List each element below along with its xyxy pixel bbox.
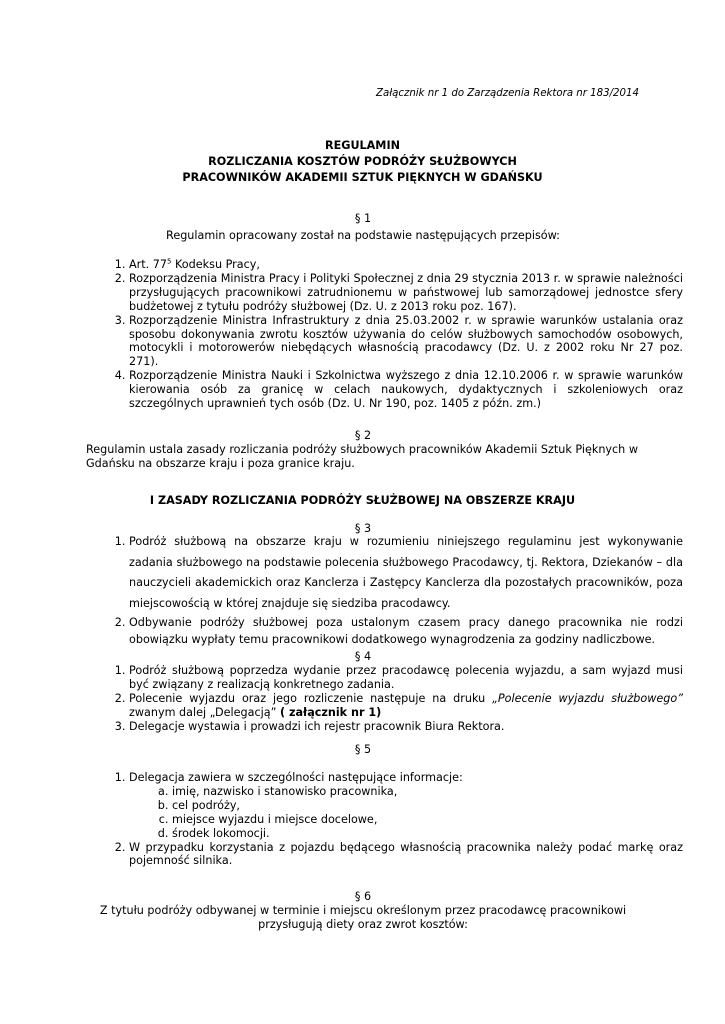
- sub-list-item: c. miejsce wyjazdu i miejsce docelowe,: [172, 813, 683, 827]
- sub-list-item: d. środek lokomocji.: [172, 827, 683, 841]
- document-title-line-1: REGULAMIN: [325, 139, 400, 152]
- section-4-label: § 4: [354, 650, 372, 663]
- section-5-list: [86, 771, 683, 868]
- section-6-label: § 6: [354, 890, 372, 903]
- section-6-text: Z tytułu podróży odbywanej w terminie i miejscu określonym przez pracodawcę pracownikowi przysługują diety oraz zwrot kosztów:: [99, 904, 627, 931]
- list-item: 2. W przypadku korzystania z pojazdu będącego własnością pracownika należy podać markę oraz pojemność silnika.: [129, 841, 683, 869]
- list-item: 2. Polecenie wyjazdu oraz jego rozliczenie następuje na druku „Polecenie wyjazdu służbowego” zwanym dalej „Delegacją” ( załącznik nr 1): [129, 692, 683, 720]
- list-item: 4. Rozporządzenie Ministra Nauki i Szkolnictwa wyższego z dnia 12.10.2006 r. w sprawie warunków kierowania osób za granicę w celach naukowych, dydaktycznych i szkoleniowych oraz szczególnych uprawnień tych osób (Dz. U. Nr 190, poz. 1405 z późn. zm.): [129, 369, 683, 411]
- list-item: 2. Odbywanie podróży służbowej poza ustalonym czasem pracy danego pracownika nie rodzi obowiązku wypłaty temu pracownikowi dodatkowego wynagrodzenia za godziny nadliczbowe.: [129, 614, 683, 648]
- section-5-sublist: [129, 785, 683, 841]
- list-item: 1. Art. $77^5$ Kodeksu Pracy,: [129, 258, 683, 272]
- list-item: 1. Delegacja zawiera w szczególności następujące informacje: a. imię, nazwisko i stanowisko pracownika, b. cel podróży, c. miejsce wyjazdu i miejsce docelowe, d. środek lokomocji.: [129, 771, 683, 841]
- section-1-intro: Regulamin opracowany został na podstawie następujących przepisów:: [166, 229, 560, 242]
- chapter-heading: I ZASADY ROZLICZANIA PODRÓŻY SŁUŻBOWEJ NA OBSZERZE KRAJU: [149, 494, 576, 507]
- section-3-label: § 3: [354, 522, 372, 535]
- section-2-label: § 2: [354, 429, 372, 442]
- section-1-list: [86, 258, 683, 411]
- section-5-label: § 5: [354, 743, 372, 756]
- list-item: 1. Podróż służbową poprzedza wydanie przez pracodawcę polecenia wyjazdu, a sam wyjazd musi być związany z realizacją konkretnego zadania.: [129, 664, 683, 692]
- attachment-note: Załącznik nr 1 do Zarządzenia Rektora nr 183/2014: [376, 88, 639, 99]
- list-item: 3. Delegacje wystawia i prowadzi ich rejestr pracownik Biura Rektora.: [129, 720, 683, 734]
- list-item: 3. Rozporządzenie Ministra Infrastruktury z dnia 25.03.2002 r. w sprawie warunków ustalania oraz sposobu dokonywania zwrotu kosztów używania do celów służbowych samochodów osobowych, motocykli i motorowerów niebędących własnością pracodawcy (Dz. U. z 2002 roku Nr 27 poz. 271).: [129, 314, 683, 370]
- document-title-line-2: ROZLICZANIA KOSZTÓW PODRÓŻY SŁUŻBOWYCH: [208, 155, 517, 168]
- section-1-label: § 1: [354, 212, 372, 225]
- section-2-text: Regulamin ustala zasady rozliczania podróży służbowych pracowników Akademii Sztuk Pięknych w Gdańsku na obszarze kraju i poza granice kraju.: [86, 443, 638, 470]
- sub-list-item: a. imię, nazwisko i stanowisko pracownika,: [172, 785, 683, 799]
- list-item: 2. Rozporządzenia Ministra Pracy i Polityki Społecznej z dnia 29 stycznia 2013 r. w sprawie należności przysługujących pracownikowi zatrudnionemu w państwowej lub samorządowej jednostce sfery budżetowej z tytułu podróży służbowej (Dz. U. z 2013 roku poz. 167).: [129, 272, 683, 314]
- document-title-line-3: PRACOWNIKÓW AKADEMII SZTUK PIĘKNYCH W GDAŃSKU: [182, 171, 543, 184]
- sub-list-item: b. cel podróży,: [172, 799, 683, 813]
- section-4-list: [86, 664, 683, 734]
- section-3-list: [86, 532, 683, 648]
- list-item: 1. Podróż służbową na obszarze kraju w rozumieniu niniejszego regulaminu jest wykonywanie zadania służbowego na podstawie polecenia służbowego Pracodawcy, tj. Rektora, Dziekanów – dla nauczycieli akademickich oraz Kanclerza i Zastępcy Kanclerza dla pozostałych pracowników, poza miejscowością w której znajduje się siedziba pracodawcy.: [129, 532, 683, 614]
